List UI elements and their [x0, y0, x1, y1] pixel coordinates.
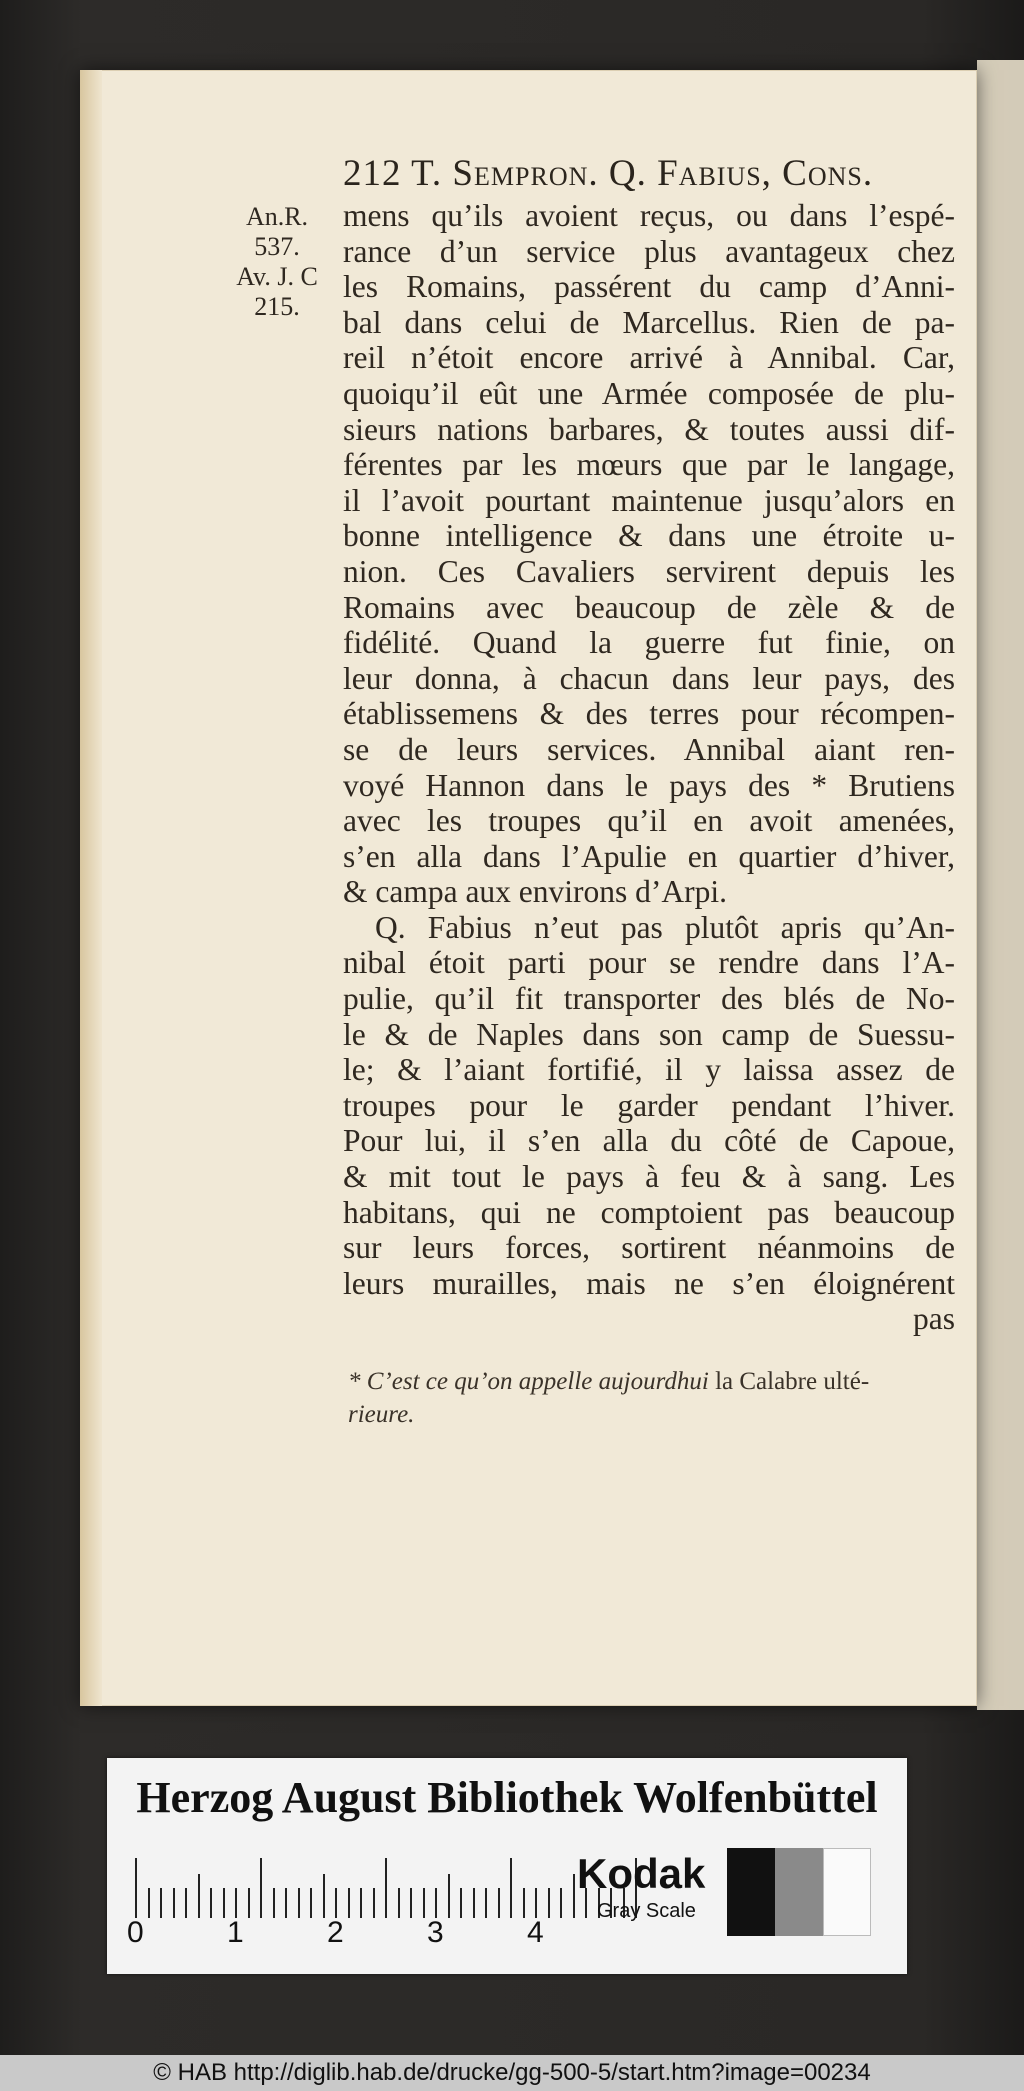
ruler-tick [323, 1874, 325, 1918]
ruler-tick [410, 1888, 412, 1918]
ruler-tick [148, 1888, 150, 1918]
text-line: s’en alla dans l’Apulie en quartier d’hiver, [343, 838, 955, 874]
ruler-tick [523, 1888, 525, 1918]
text-line: quoiqu’il eût une Armée composée de plu- [343, 375, 955, 411]
text-line: reil n’étoit encore arrivé à Annibal. Car, [343, 340, 955, 376]
text-line: il l’avoit pourtant maintenue jusqu’alors en [343, 482, 955, 518]
text-line: les Romains, passérent du camp d’Anni- [343, 269, 955, 305]
ruler-tick [473, 1888, 475, 1918]
ruler-number: 4 [527, 1916, 544, 1949]
text-line: habitans, qui ne comptoient pas beaucoup [343, 1194, 955, 1230]
ruler-tick [235, 1888, 237, 1918]
ruler-tick [535, 1888, 537, 1918]
white-swatch [823, 1848, 871, 1936]
text-line: rance d’un service plus avantageux chez [343, 233, 955, 269]
ruler-number: 2 [327, 1916, 344, 1949]
black-swatch [727, 1848, 775, 1936]
ruler-tick [573, 1874, 575, 1918]
text-line: établissemens & des terres pour récompen- [343, 696, 955, 732]
footnote [348, 1365, 958, 1431]
text-line: le; & l’aiant fortifié, il y laissa assez de [343, 1052, 955, 1088]
margin-note-line: An.R. [245, 202, 309, 231]
ruler-tick [398, 1888, 400, 1918]
ruler-tick [298, 1888, 300, 1918]
text-line: Pour lui, il s’en alla du côté de Capoue, [343, 1123, 955, 1159]
ruler-number: 1 [227, 1916, 244, 1949]
page-gutter-shadow [80, 70, 102, 1706]
library-name: Herzog August Bibliothek Wolfenbüttel [136, 1773, 878, 1822]
ruler-tick [248, 1888, 250, 1918]
ruler-tick [348, 1888, 350, 1918]
body-text [343, 198, 955, 1301]
text-line: bonne intelligence & dans une étroite u- [343, 518, 955, 554]
adjacent-page-edge [977, 60, 1024, 1710]
ruler-number: 3 [427, 1916, 444, 1949]
kodak-logo: Kodak [577, 1850, 706, 1897]
text-line: sieurs nations barbares, & toutes aussi dif- [343, 411, 955, 447]
ruler-tick [435, 1888, 437, 1918]
ruler-tick [198, 1874, 200, 1918]
text-line: & campa aux environs d’Arpi. [343, 874, 728, 910]
gray-swatch [775, 1848, 823, 1936]
footnote-italic: * C’est ce qu’on appelle aujourdhui [348, 1368, 709, 1395]
ruler-tick [310, 1888, 312, 1918]
text-line: Romains avec beaucoup de zèle & de [343, 589, 955, 625]
text-line: le & de Naples dans son camp de Suessu- [343, 1016, 955, 1052]
ruler-tick [548, 1888, 550, 1918]
ruler-tick [460, 1888, 462, 1918]
text-line: avec les troupes qu’il en avoit amenées, [343, 803, 955, 839]
text-line: férentes par les mœurs que par le langage, [343, 447, 955, 483]
text-line: & mit tout le pays à feu & à sang. Les [343, 1159, 955, 1195]
ruler-tick [510, 1858, 512, 1918]
footnote-continuation: rieure. [348, 1401, 415, 1428]
text-line: nibal étoit parti pour se rendre dans l’A- [343, 945, 955, 981]
catchword: pas [913, 1301, 955, 1337]
page-text [343, 150, 955, 1337]
ruler-tick [160, 1888, 162, 1918]
ruler-tick [423, 1888, 425, 1918]
footnote-upright: la Calabre ulté- [715, 1368, 870, 1395]
ruler-tick [273, 1888, 275, 1918]
text-line: troupes pour le garder pendant l’hiver. [343, 1087, 955, 1123]
text-line: voyé Hannon dans le pays des * Brutiens [343, 767, 955, 803]
ruler-tick [373, 1888, 375, 1918]
ruler-tick [385, 1858, 387, 1918]
text-line: leur donna, à chacun dans leur pays, des [343, 660, 955, 696]
text-line: Q. Fabius n’eut pas plutôt apris qu’An- [375, 909, 955, 945]
text-line: fidélité. Quand la guerre fut finie, on [343, 625, 955, 661]
ruler-tick [485, 1888, 487, 1918]
ruler-tick [173, 1888, 175, 1918]
ruler-tick [335, 1888, 337, 1918]
ruler-tick [185, 1888, 187, 1918]
margin-note-line: 537. [254, 232, 300, 261]
ruler-number: 0 [127, 1916, 144, 1949]
margin-date-note [218, 202, 336, 322]
running-header: 212 T. Sempron. Q. Fabius, Cons. [343, 153, 874, 194]
text-line: pulie, qu’il fit transporter des blés de No- [343, 981, 955, 1017]
ruler-tick [498, 1888, 500, 1918]
ruler-tick [223, 1888, 225, 1918]
ruler-tick [448, 1874, 450, 1918]
ruler-tick [210, 1888, 212, 1918]
color-target-card [107, 1758, 907, 1974]
text-line: leurs murailles, mais ne s’en éloignérent [343, 1265, 955, 1301]
ruler-tick [360, 1888, 362, 1918]
ruler-tick [260, 1858, 262, 1918]
ruler-tick [560, 1888, 562, 1918]
text-line: sur leurs forces, sortirent néanmoins de [343, 1230, 955, 1266]
text-line: mens qu’ils avoient reçus, ou dans l’espé- [343, 198, 955, 233]
margin-note-line: Av. J. C [236, 262, 318, 291]
ruler-tick [285, 1888, 287, 1918]
text-line: bal dans celui de Marcellus. Rien de pa- [343, 304, 955, 340]
text-line: se de leurs services. Annibal aiant ren- [343, 731, 955, 767]
text-line: nion. Ces Cavaliers servirent depuis les [343, 553, 955, 589]
gray-scale-label: Gray Scale [597, 1900, 696, 1922]
ruler-tick [135, 1858, 137, 1918]
copyright-footer: © HAB http://diglib.hab.de/drucke/gg-500-5/start.htm?image=00234 [0, 2055, 1024, 2091]
margin-note-line: 215. [254, 292, 300, 321]
